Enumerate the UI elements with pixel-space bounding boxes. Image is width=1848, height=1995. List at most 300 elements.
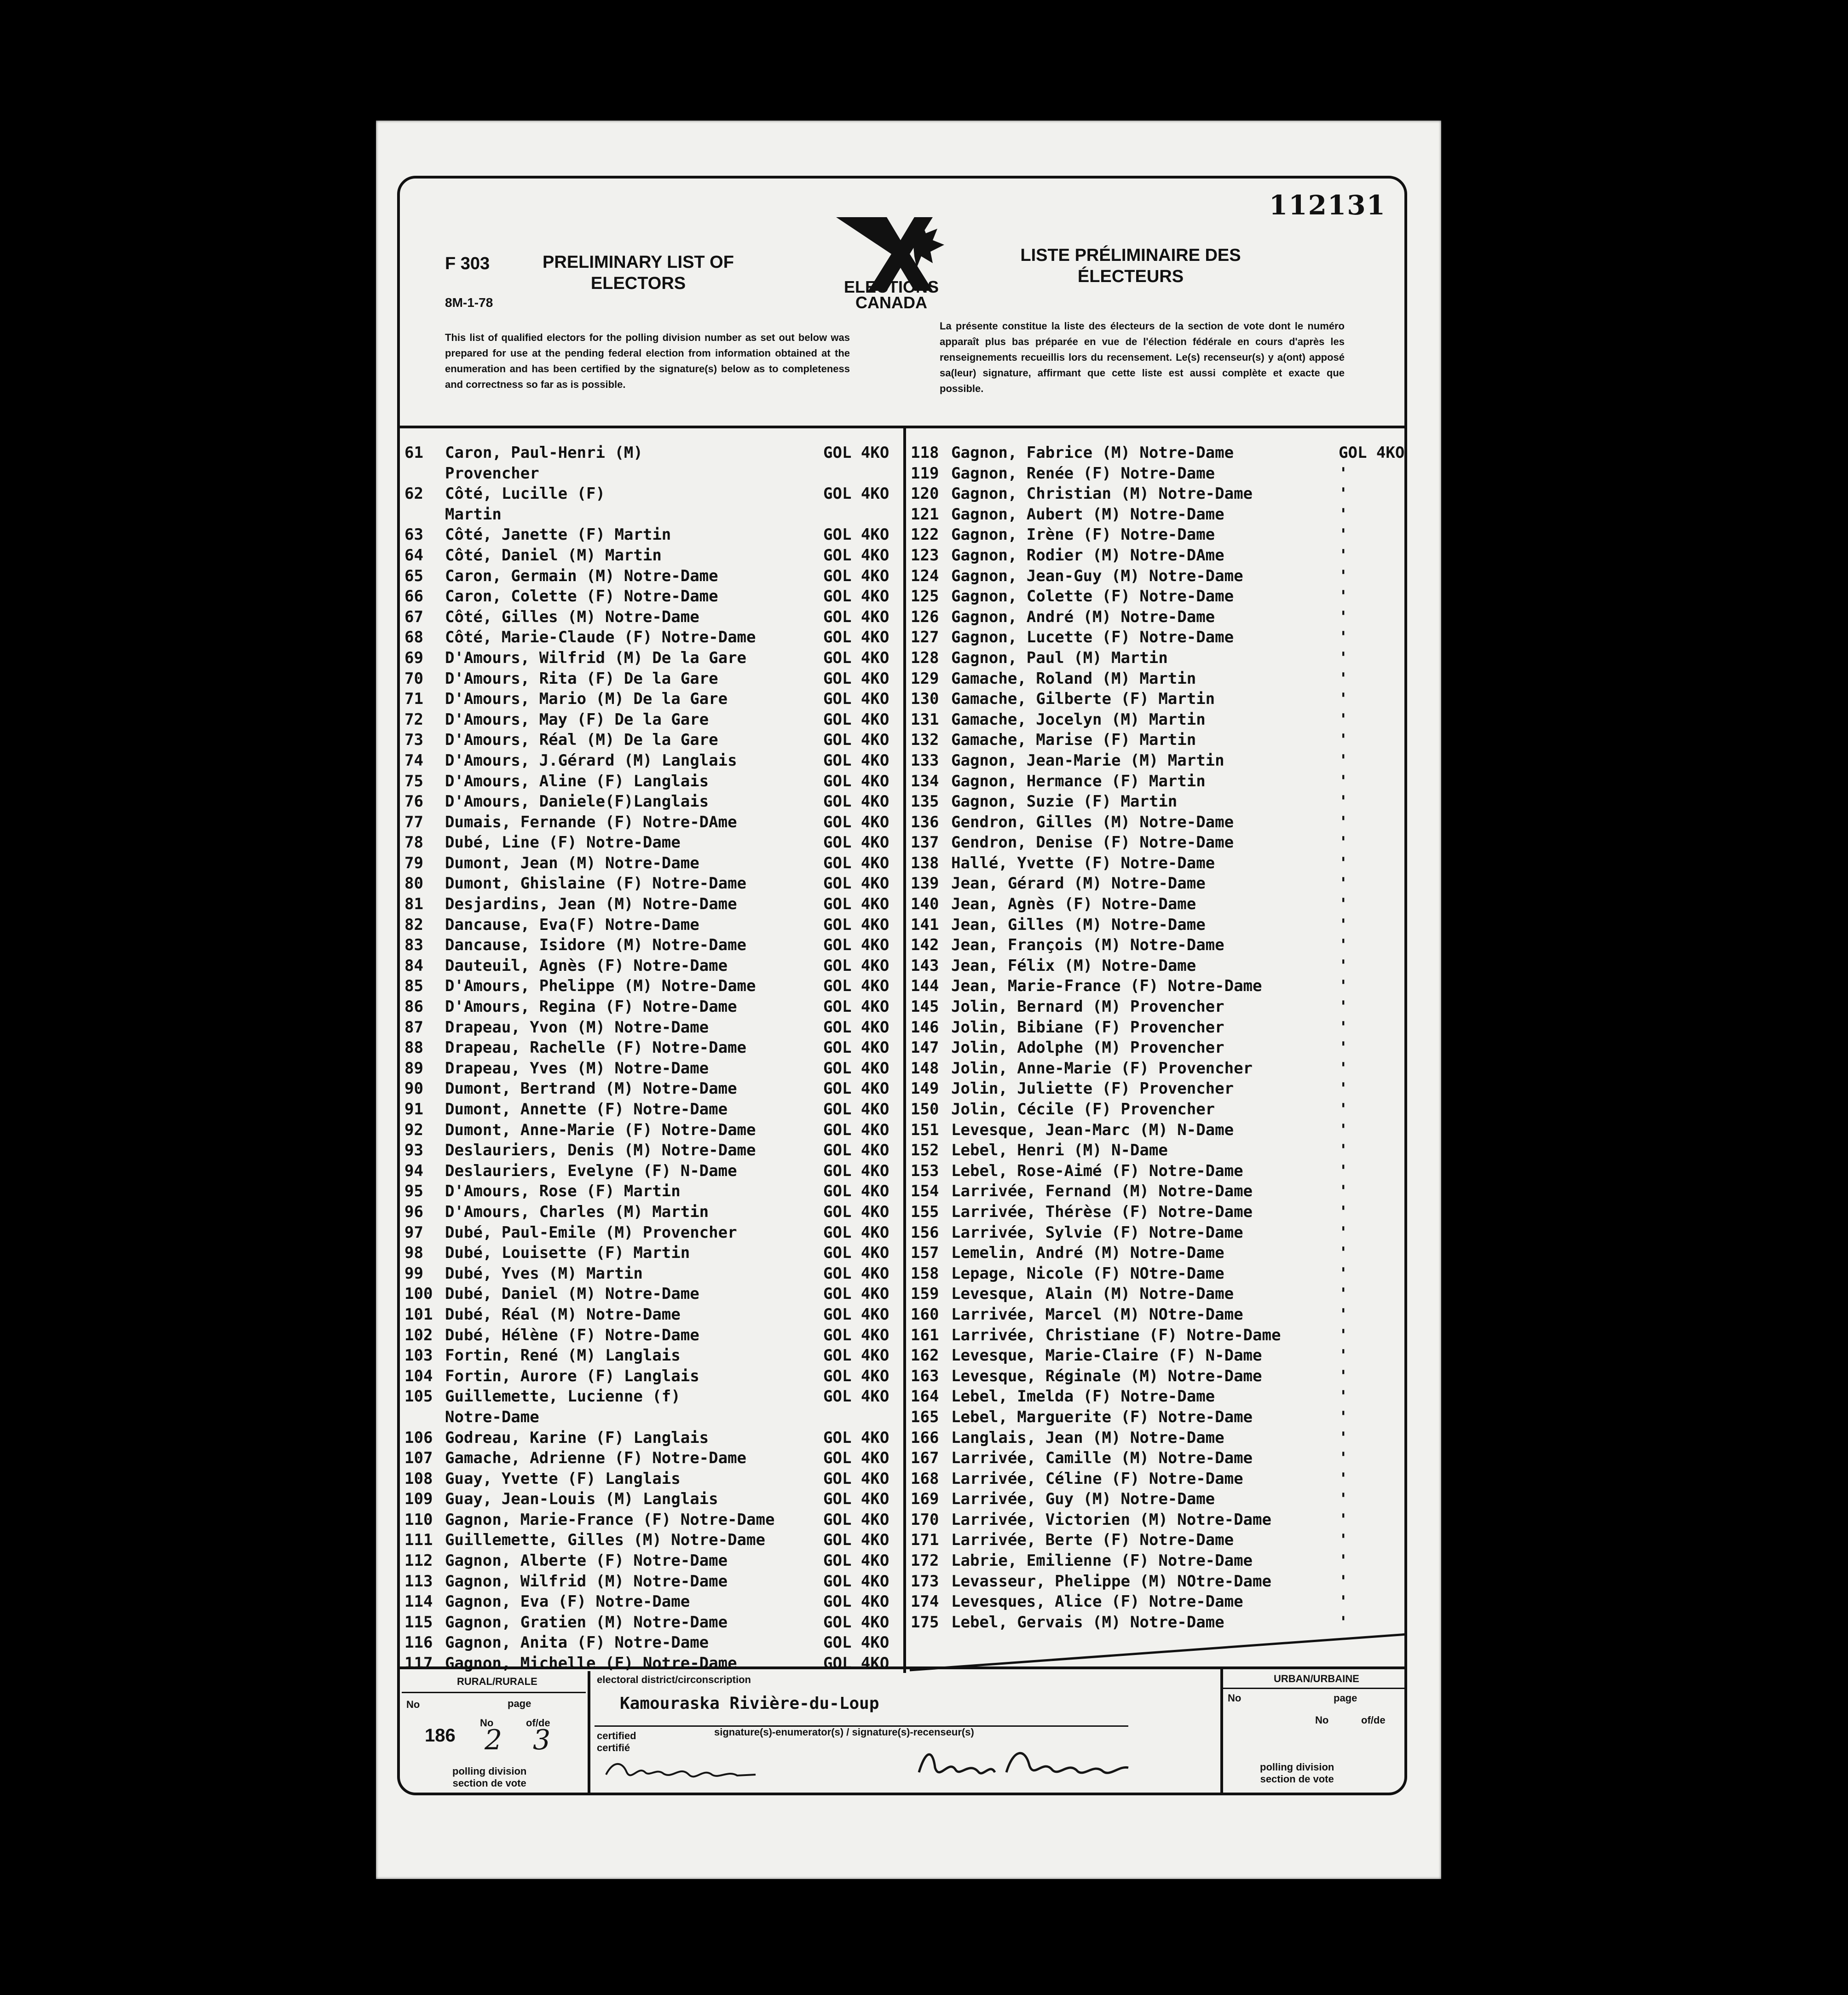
postal-code: GOL 4KO <box>823 525 889 544</box>
elector-name: Dumais, Fernande (F) Notre-DAme <box>445 813 737 831</box>
elector-number: 128 <box>911 648 939 667</box>
elector-name: Dumont, Jean (M) Notre-Dame <box>445 853 699 872</box>
postal-code: GOL 4KO <box>823 813 889 831</box>
elector-row <box>911 1140 1408 1161</box>
urban-no-label: No <box>1228 1692 1242 1704</box>
postal-code: ' <box>1339 1100 1348 1119</box>
district-name: Kamouraska Rivière-du-Loup <box>620 1694 879 1713</box>
urban-page-no-label: No <box>1315 1714 1329 1726</box>
elector-row <box>911 1243 1408 1263</box>
elector-name: Deslauriers, Evelyne (F) N-Dame <box>445 1161 737 1180</box>
elector-name: D'Amours, J.Gérard (M) Langlais <box>445 751 737 770</box>
elector-row <box>911 1612 1408 1633</box>
elector-number: 63 <box>404 525 423 544</box>
postal-code: ' <box>1339 1387 1348 1406</box>
postal-code <box>823 463 901 484</box>
elector-row <box>404 750 901 771</box>
elector-name: Côté, Daniel (M) Martin <box>445 546 662 565</box>
elector-name: Dubé, Hélène (F) Notre-Dame <box>445 1326 699 1344</box>
elector-row <box>404 976 901 997</box>
elector-row <box>911 1222 1408 1243</box>
elector-name: Larrivée, Céline (F) Notre-Dame <box>951 1469 1243 1488</box>
elector-name: Gamache, Adrienne (F) Notre-Dame <box>445 1449 747 1468</box>
elector-name: Desjardins, Jean (M) Notre-Dame <box>445 895 737 914</box>
elector-row <box>911 1386 1408 1407</box>
elector-name: Gagnon, Christian (M) Notre-Dame <box>951 484 1253 503</box>
postal-code: ' <box>1339 566 1348 585</box>
elector-row <box>911 853 1408 874</box>
postal-code: GOL 4KO <box>823 1182 889 1201</box>
elector-number: 92 <box>404 1120 423 1139</box>
postal-code <box>823 504 901 525</box>
elector-row <box>404 627 901 648</box>
postal-code: GOL 4KO <box>823 546 889 565</box>
elector-name: Drapeau, Yvon (M) Notre-Dame <box>445 1018 709 1037</box>
elector-row <box>911 1551 1408 1571</box>
elector-row <box>404 894 901 915</box>
postal-code: ' <box>1339 587 1348 606</box>
postal-code: ' <box>1339 1510 1348 1529</box>
postal-code: GOL 4KO <box>823 1161 889 1180</box>
postal-code: ' <box>1339 1326 1348 1344</box>
no-label: No <box>406 1699 420 1710</box>
elector-name: Dancause, Eva(F) Notre-Dame <box>445 915 699 934</box>
urban-page-label: page <box>1334 1692 1357 1704</box>
elector-row <box>911 1366 1408 1387</box>
postal-code: ' <box>1339 628 1348 647</box>
elector-number: 126 <box>911 607 939 626</box>
elector-name: Levasseur, Phelippe (M) NOtre-Dame <box>951 1572 1271 1591</box>
elector-number: 113 <box>404 1572 433 1591</box>
postal-code: ' <box>1339 1490 1348 1509</box>
elector-name: Gagnon, Renée (F) Notre-Dame <box>951 464 1215 483</box>
elector-number: 146 <box>911 1018 939 1037</box>
elector-number: 147 <box>911 1038 939 1057</box>
elector-row <box>911 935 1408 956</box>
postal-code: ' <box>1339 956 1348 975</box>
elector-row <box>911 1284 1408 1304</box>
elector-name: Jean, Agnès (F) Notre-Dame <box>951 895 1196 914</box>
elector-name: D'Amours, Regina (F) Notre-Dame <box>445 998 737 1016</box>
elector-number: 141 <box>911 915 939 934</box>
postal-code: ' <box>1339 895 1348 914</box>
elector-number: 165 <box>911 1407 939 1426</box>
title-french: LISTE PRÉLIMINAIRE DES ÉLECTEURS <box>1020 246 1241 286</box>
postal-code: ' <box>1339 1038 1348 1057</box>
page-number: 2 <box>485 1724 502 1756</box>
elector-name: Gendron, Denise (F) Notre-Dame <box>951 833 1234 852</box>
elector-number: 71 <box>404 690 423 709</box>
elector-name: Levesque, Jean-Marc (M) N-Dame <box>951 1120 1234 1139</box>
elector-number: 61 <box>404 444 423 462</box>
elector-row <box>404 709 901 730</box>
elector-name: Lebel, Henri (M) N-Dame <box>951 1141 1168 1160</box>
elector-row <box>911 1304 1408 1325</box>
postal-code: GOL 4KO <box>823 977 889 996</box>
elector-number: 131 <box>911 710 939 729</box>
postal-code: ' <box>1339 1428 1348 1447</box>
postal-code: GOL 4KO <box>823 1326 889 1344</box>
postal-code: ' <box>1339 1613 1348 1632</box>
elector-row <box>404 1510 901 1530</box>
elector-row <box>404 1632 901 1653</box>
postal-code: GOL 4KO <box>823 1100 889 1119</box>
elector-number: 127 <box>911 628 939 647</box>
elector-number: 129 <box>911 669 939 688</box>
elector-row <box>911 1263 1408 1284</box>
elector-row <box>911 1510 1408 1530</box>
postal-code: ' <box>1339 1182 1348 1201</box>
elector-name: Caron, Paul-Henri (M) <box>445 444 643 462</box>
elector-number: 84 <box>404 956 423 975</box>
elector-number: 118 <box>911 444 939 462</box>
elector-number: 99 <box>404 1264 423 1283</box>
elector-number: 66 <box>404 587 423 606</box>
postal-code: GOL 4KO <box>823 444 889 462</box>
elector-row <box>911 504 1408 525</box>
elector-number: 85 <box>404 977 423 996</box>
elector-name: Jean, François (M) Notre-Dame <box>951 936 1224 955</box>
elector-name: Gamache, Marise (F) Martin <box>951 731 1196 750</box>
form-number: F 303 <box>445 254 490 273</box>
elector-number: 108 <box>404 1469 433 1488</box>
elector-number: 166 <box>911 1428 939 1447</box>
elector-number: 168 <box>911 1469 939 1488</box>
elector-row <box>404 504 901 525</box>
elector-number: 79 <box>404 853 423 872</box>
elector-name: Côté, Lucille (F) <box>445 484 605 503</box>
elector-row <box>404 1078 901 1099</box>
elector-number: 82 <box>404 915 423 934</box>
postal-code: GOL 4KO <box>823 853 889 872</box>
elector-name: Lebel, Imelda (F) Notre-Dame <box>951 1387 1215 1406</box>
postal-code: GOL 4KO <box>823 1264 889 1283</box>
elector-row <box>404 1058 901 1079</box>
elector-number: 172 <box>911 1551 939 1570</box>
postal-code: ' <box>1339 936 1348 955</box>
elector-number: 156 <box>911 1223 939 1242</box>
elector-row <box>911 1571 1408 1592</box>
elector-number: 163 <box>911 1367 939 1385</box>
elector-name: Provencher <box>445 464 539 483</box>
postal-code: ' <box>1339 772 1348 790</box>
elector-number: 122 <box>911 525 939 544</box>
elector-row <box>911 627 1408 648</box>
postal-code: GOL 4KO <box>823 874 889 893</box>
elector-number: 125 <box>911 587 939 606</box>
elector-number: 77 <box>404 813 423 831</box>
elector-row <box>404 997 901 1017</box>
elector-number: 86 <box>404 998 423 1016</box>
postal-code: GOL 4KO <box>823 998 889 1016</box>
elector-name: Drapeau, Yves (M) Notre-Dame <box>445 1059 709 1078</box>
elector-name: Dumont, Annette (F) Notre-Dame <box>445 1100 728 1119</box>
postal-code: ' <box>1339 1161 1348 1180</box>
elector-number: 136 <box>911 813 939 831</box>
elector-number: 157 <box>911 1244 939 1263</box>
elector-row <box>404 1448 901 1469</box>
elector-name: Dumont, Bertrand (M) Notre-Dame <box>445 1079 737 1098</box>
elector-number: 164 <box>911 1387 939 1406</box>
elector-row <box>404 566 901 587</box>
elector-number: 148 <box>911 1059 939 1078</box>
elector-number: 159 <box>911 1285 939 1303</box>
elector-number: 103 <box>404 1346 433 1365</box>
elector-row <box>404 607 901 628</box>
postal-code: GOL 4KO <box>823 607 889 626</box>
postal-code: ' <box>1339 1244 1348 1263</box>
postal-code: ' <box>1339 1285 1348 1303</box>
elector-name: Gagnon, Irène (F) Notre-Dame <box>951 525 1215 544</box>
elector-row <box>404 1571 901 1592</box>
elector-row <box>404 1530 901 1551</box>
elector-number: 171 <box>911 1531 939 1550</box>
elector-number: 104 <box>404 1367 433 1385</box>
postal-code: GOL 4KO <box>823 1346 889 1365</box>
elector-row <box>404 832 901 853</box>
postal-code: GOL 4KO <box>823 915 889 934</box>
electors-column-right <box>911 443 1408 1632</box>
elector-number: 74 <box>404 751 423 770</box>
elector-row <box>911 894 1408 915</box>
elector-row <box>404 1489 901 1510</box>
postal-code: ' <box>1339 546 1348 565</box>
elector-number: 72 <box>404 710 423 729</box>
postal-code: GOL 4KO <box>823 690 889 709</box>
postal-code: ' <box>1339 669 1348 688</box>
elector-row <box>911 791 1408 812</box>
elector-number: 167 <box>911 1449 939 1468</box>
elector-number: 175 <box>911 1613 939 1632</box>
elector-name: Dubé, Daniel (M) Notre-Dame <box>445 1285 699 1303</box>
elector-name: Gamache, Roland (M) Martin <box>951 669 1196 688</box>
postal-code: GOL 4KO <box>823 1510 889 1529</box>
elector-name: Larrivée, Fernand (M) Notre-Dame <box>951 1182 1253 1201</box>
elector-number: 130 <box>911 690 939 709</box>
postal-code: GOL 4KO <box>823 587 889 606</box>
elector-row <box>911 689 1408 709</box>
elector-number: 83 <box>404 936 423 955</box>
elector-number: 95 <box>404 1182 423 1201</box>
urban-rule <box>1223 1688 1407 1689</box>
postal-code: GOL 4KO <box>823 792 889 811</box>
postal-code: ' <box>1339 1407 1348 1426</box>
elector-name: Gagnon, Gratien (M) Notre-Dame <box>445 1613 728 1632</box>
postal-code: GOL 4KO <box>823 1223 889 1242</box>
elector-number: 170 <box>911 1510 939 1529</box>
elector-name: Lebel, Gervais (M) Notre-Dame <box>951 1613 1224 1632</box>
elector-number: 89 <box>404 1059 423 1078</box>
elector-row <box>911 1325 1408 1346</box>
elector-row <box>404 1161 901 1182</box>
elector-name: Caron, Germain (M) Notre-Dame <box>445 566 718 585</box>
elector-number: 169 <box>911 1490 939 1509</box>
elector-row <box>404 484 901 504</box>
postal-code: ' <box>1339 1346 1348 1365</box>
postal-code: ' <box>1339 607 1348 626</box>
elector-number: 87 <box>404 1018 423 1037</box>
elector-name: Jolin, Anne-Marie (F) Provencher <box>951 1059 1253 1078</box>
elector-name: Côté, Gilles (M) Notre-Dame <box>445 607 699 626</box>
elector-number: 132 <box>911 731 939 750</box>
elector-number: 65 <box>404 566 423 585</box>
elector-number <box>404 1407 445 1428</box>
postal-code: GOL 4KO <box>823 1428 889 1447</box>
elector-name: Dubé, Réal (M) Notre-Dame <box>445 1305 681 1324</box>
postal-code: GOL 4KO <box>823 731 889 750</box>
elector-row <box>404 1366 901 1387</box>
elector-row <box>404 1017 901 1038</box>
elector-name: Larrivée, Marcel (M) NOtre-Dame <box>951 1305 1243 1324</box>
elector-row <box>404 669 901 689</box>
elector-number: 88 <box>404 1038 423 1057</box>
elector-name: Gagnon, Jean-Guy (M) Notre-Dame <box>951 566 1243 585</box>
elector-name: D'Amours, May (F) De la Gare <box>445 710 709 729</box>
postal-code <box>823 1407 901 1428</box>
elector-row <box>911 1530 1408 1551</box>
postal-code: GOL 4KO <box>823 956 889 975</box>
form-date: 8M-1-78 <box>445 295 493 310</box>
elector-name: Gagnon, Lucette (F) Notre-Dame <box>951 628 1234 647</box>
postal-code: GOL 4KO <box>1339 444 1405 462</box>
elector-number: 68 <box>404 628 423 647</box>
elector-name: Jean, Gérard (M) Notre-Dame <box>951 874 1206 893</box>
urban-label: URBAN/URBAINE <box>1274 1673 1359 1684</box>
elector-row <box>911 1428 1408 1448</box>
signature-certifier <box>604 1756 760 1788</box>
postal-code: ' <box>1339 792 1348 811</box>
elector-row <box>404 1551 901 1571</box>
elector-row <box>911 709 1408 730</box>
postal-code: GOL 4KO <box>823 484 889 503</box>
elector-name: Gagnon, Jean-Marie (M) Martin <box>951 751 1224 770</box>
intro-french: La présente constitue la liste des électeurs de la section de vote dont le numéro apparaît plus bas préparée en vue de l'élection fédérale en cours d'après les renseignements recueillis lors du recensement. Le(s) recenseur(s) y a(ont) apposé sa(leur) signature, affirmant que cette liste est aussi complète et exacte que possible. <box>940 320 1345 394</box>
elector-number: 120 <box>911 484 939 503</box>
elector-name: Gendron, Gilles (M) Notre-Dame <box>951 813 1234 831</box>
urban-box <box>1220 1669 1407 1795</box>
elector-name: D'Amours, Réal (M) De la Gare <box>445 731 718 750</box>
elector-number: 119 <box>911 464 939 483</box>
elector-number: 162 <box>911 1346 939 1365</box>
elector-number: 94 <box>404 1161 423 1180</box>
postal-code: ' <box>1339 1531 1348 1550</box>
elector-row <box>911 1038 1408 1058</box>
elector-row <box>911 1078 1408 1099</box>
elector-name: Gagnon, André (M) Notre-Dame <box>951 607 1215 626</box>
postal-code: GOL 4KO <box>823 1367 889 1385</box>
elector-row <box>911 443 1408 463</box>
elector-name: Dancause, Isidore (M) Notre-Dame <box>445 936 747 955</box>
postal-code: ' <box>1339 1367 1348 1385</box>
elector-row <box>404 689 901 709</box>
postal-code: GOL 4KO <box>823 669 889 688</box>
elector-number: 67 <box>404 607 423 626</box>
elector-row <box>911 730 1408 750</box>
elector-name: Jean, Marie-France (F) Notre-Dame <box>951 977 1262 996</box>
elector-name: Gagnon, Alberte (F) Notre-Dame <box>445 1551 728 1570</box>
elector-name: Dauteuil, Agnès (F) Notre-Dame <box>445 956 728 975</box>
elector-number: 101 <box>404 1305 433 1324</box>
elector-number: 135 <box>911 792 939 811</box>
elector-name: Gagnon, Fabrice (M) Notre-Dame <box>951 444 1234 462</box>
elector-number: 110 <box>404 1510 433 1529</box>
elector-name: Dumont, Ghislaine (F) Notre-Dame <box>445 874 747 893</box>
elector-name: Hallé, Yvette (F) Notre-Dame <box>951 853 1215 872</box>
elector-row <box>911 1058 1408 1079</box>
elector-row <box>911 1448 1408 1469</box>
elector-row <box>911 525 1408 545</box>
elector-name: D'Amours, Rose (F) Martin <box>445 1182 681 1201</box>
elector-name: Gagnon, Eva (F) Notre-Dame <box>445 1592 690 1611</box>
postal-code: GOL 4KO <box>823 1469 889 1488</box>
elector-name: Drapeau, Rachelle (F) Notre-Dame <box>445 1038 747 1057</box>
elector-name: Guay, Jean-Louis (M) Langlais <box>445 1490 718 1509</box>
postal-code: ' <box>1339 853 1348 872</box>
certified-label: certified certifié <box>597 1730 636 1753</box>
elector-number: 142 <box>911 936 939 955</box>
elector-name: Lebel, Rose-Aimé (F) Notre-Dame <box>951 1161 1243 1180</box>
postal-code: ' <box>1339 1551 1348 1570</box>
elector-row <box>404 648 901 669</box>
elector-row <box>404 1653 901 1674</box>
elector-number: 75 <box>404 772 423 790</box>
elector-number: 97 <box>404 1223 423 1242</box>
elector-name: Dubé, Louisette (F) Martin <box>445 1244 690 1263</box>
elector-row <box>404 1407 901 1428</box>
elector-row <box>404 935 901 956</box>
postal-code: GOL 4KO <box>823 1633 889 1652</box>
elector-name: Labrie, Emilienne (F) Notre-Dame <box>951 1551 1253 1570</box>
signature-enumerator <box>914 1740 1131 1786</box>
postal-code: ' <box>1339 813 1348 831</box>
document-page <box>376 121 1441 1879</box>
postal-code: ' <box>1339 1223 1348 1242</box>
elector-name: D'Amours, Phelippe (M) Notre-Dame <box>445 977 756 996</box>
elector-name: Gamache, Jocelyn (M) Martin <box>951 710 1206 729</box>
logo-caption: ELECTIONS CANADA <box>843 277 939 312</box>
column-divider <box>903 428 906 1673</box>
elector-row <box>911 1407 1408 1428</box>
elector-number: 98 <box>404 1244 423 1263</box>
elector-name: Larrivée, Christiane (F) Notre-Dame <box>951 1326 1281 1344</box>
elector-number: 73 <box>404 731 423 750</box>
elector-row <box>404 812 901 833</box>
postal-code: GOL 4KO <box>823 833 889 852</box>
postal-code: GOL 4KO <box>823 1654 889 1673</box>
postal-code: ' <box>1339 915 1348 934</box>
elector-name: D'Amours, Charles (M) Martin <box>445 1202 709 1221</box>
postal-code: ' <box>1339 710 1348 729</box>
postal-code: GOL 4KO <box>823 1038 889 1057</box>
elector-number: 133 <box>911 751 939 770</box>
elector-number: 81 <box>404 895 423 914</box>
elector-number: 76 <box>404 792 423 811</box>
urban-of-label: of/de <box>1361 1714 1386 1726</box>
elector-row <box>911 484 1408 504</box>
elector-number: 137 <box>911 833 939 852</box>
postal-code: ' <box>1339 1264 1348 1283</box>
elector-number: 161 <box>911 1326 939 1344</box>
elector-number: 100 <box>404 1285 433 1303</box>
elector-name: Larrivée, Camille (M) Notre-Dame <box>951 1449 1253 1468</box>
elector-number: 121 <box>911 505 939 524</box>
elector-name: Dubé, Yves (M) Martin <box>445 1264 643 1283</box>
postal-code: GOL 4KO <box>823 1120 889 1139</box>
elector-row <box>911 1489 1408 1510</box>
postal-code: ' <box>1339 1120 1348 1139</box>
elector-row <box>911 607 1408 628</box>
elector-name: Dumont, Anne-Marie (F) Notre-Dame <box>445 1120 756 1139</box>
